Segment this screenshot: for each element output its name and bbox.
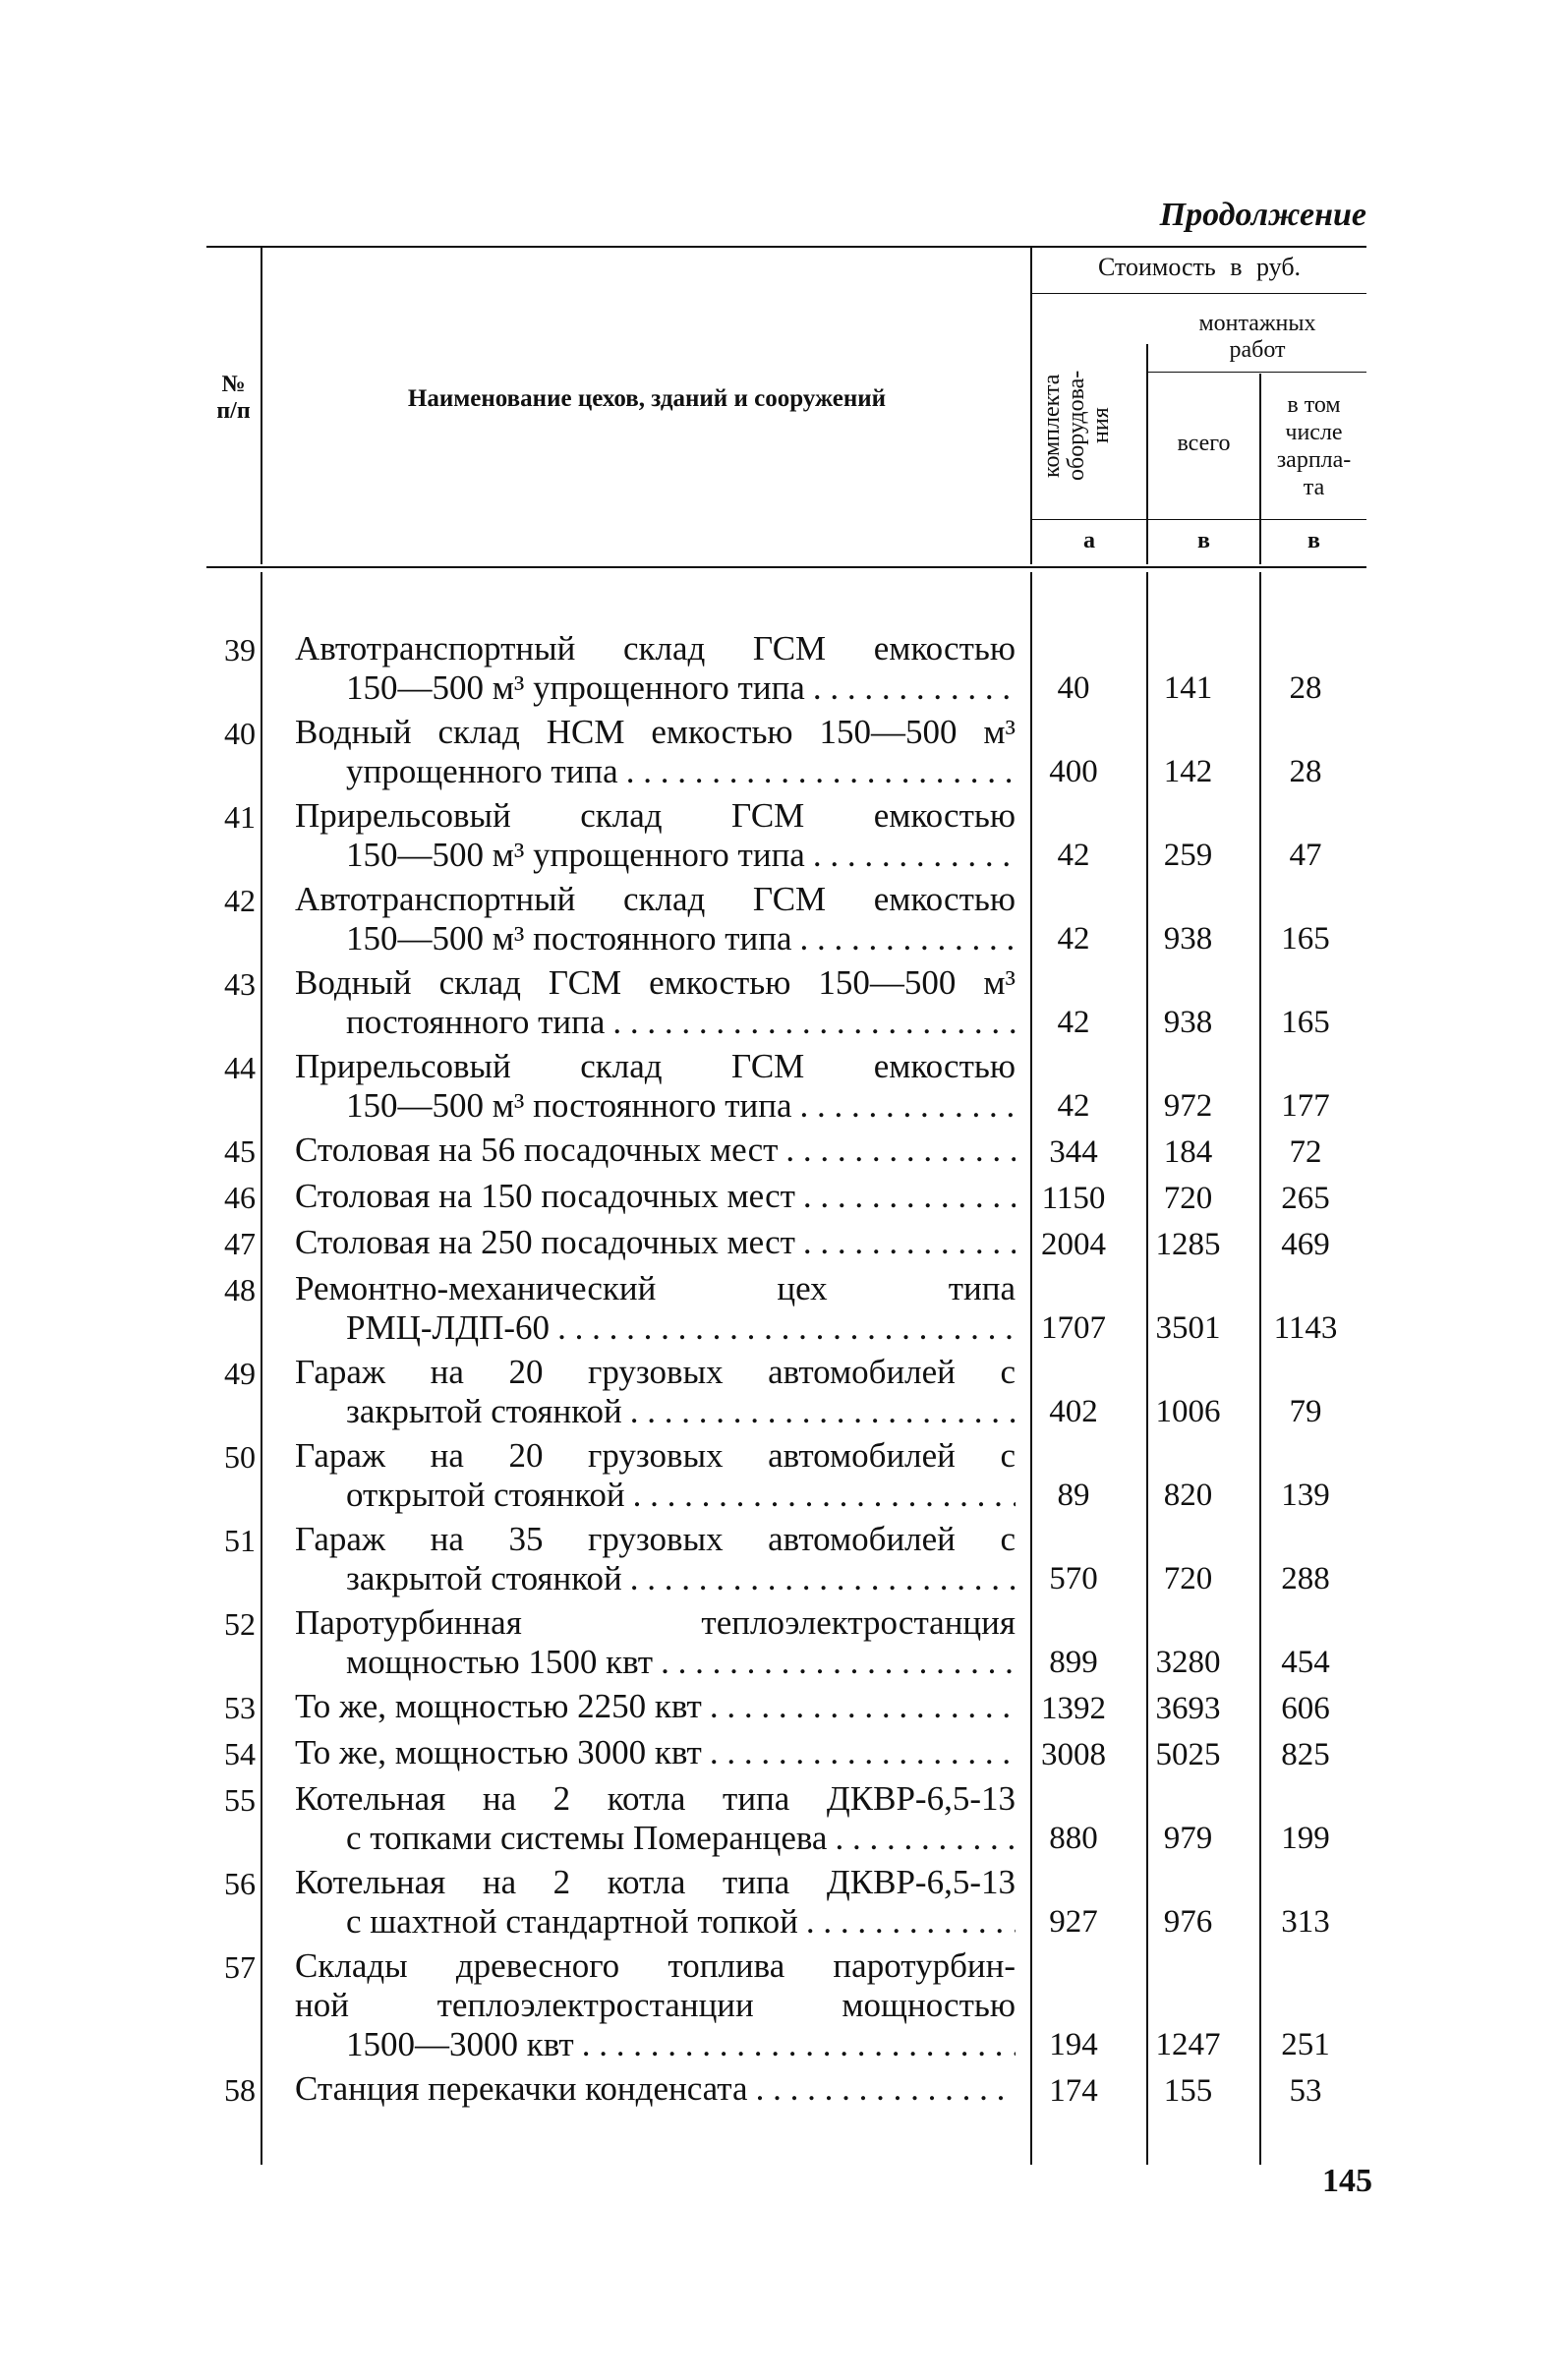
row-name-last-line [295, 1086, 1016, 1126]
value-install-total: 720 [1163, 1561, 1213, 1596]
value-equipment: 899 [1049, 1645, 1098, 1680]
leader-dots [748, 2069, 1016, 2109]
header-bottom-rule [206, 566, 1366, 568]
value-equipment: 3008 [1041, 1737, 1106, 1772]
leader-dots [605, 1003, 1016, 1042]
value-install-wage: 139 [1281, 1478, 1330, 1513]
value-install-total: 1006 [1155, 1394, 1221, 1429]
value-equipment: 89 [1057, 1478, 1090, 1513]
header-sub-a: а [1083, 528, 1095, 553]
row-name-line: Автотранспортный склад ГСМ емкостью [295, 880, 1016, 918]
row-name-text: с шахтной стандартной топкой [346, 1902, 798, 1941]
leader-dots [550, 1308, 1016, 1348]
row-name-line: ной теплоэлектростанции мощностью [295, 1986, 1016, 2024]
leader-dots [778, 1131, 1016, 1170]
row-name [256, 2069, 1016, 2111]
value-install-total: 938 [1163, 1005, 1213, 1040]
row-name-last-line [295, 1177, 1016, 1216]
row-number: 56 [224, 1866, 256, 1901]
leader-dots [653, 1643, 1016, 1682]
leader-dots [702, 1733, 1016, 1772]
row-name [256, 1687, 1016, 1728]
value-install-wage: 53 [1289, 2073, 1322, 2109]
value-equipment: 42 [1057, 838, 1090, 873]
row-name [256, 1863, 1016, 1942]
table-row [206, 1131, 1366, 1172]
value-equipment: 40 [1057, 670, 1090, 706]
row-name-line: Гараж на 20 грузовых автомобилей с [295, 1353, 1016, 1391]
row-name-text: закрытой стоянкой [346, 1392, 622, 1430]
table-row [206, 1779, 1366, 1858]
leader-dots [805, 836, 1016, 875]
value-equipment: 1707 [1041, 1310, 1106, 1346]
value-equipment: 570 [1049, 1561, 1098, 1596]
value-equipment: 2004 [1041, 1227, 1106, 1262]
value-equipment: 927 [1049, 1904, 1098, 1940]
leader-dots [622, 1559, 1016, 1598]
row-name [256, 629, 1016, 708]
row-name-line: Котельная на 2 котла типа ДКВР-6,5-13 [295, 1863, 1016, 1901]
row-name [256, 1603, 1016, 1682]
header-incl-wage: в том числе зарпла- та [1276, 392, 1352, 500]
table-row [206, 2069, 1366, 2111]
row-name-last-line [295, 919, 1016, 958]
row-name [256, 713, 1016, 791]
value-install-total: 259 [1163, 838, 1213, 873]
value-install-wage: 199 [1281, 1821, 1330, 1856]
value-install-total: 938 [1163, 921, 1213, 957]
table-row [206, 1863, 1366, 1942]
value-equipment: 42 [1057, 921, 1090, 957]
value-install-total: 3280 [1155, 1645, 1221, 1680]
row-name-text: мощностью 1500 квт [346, 1643, 654, 1681]
table-row [206, 1733, 1366, 1774]
row-name [256, 1177, 1016, 1218]
row-name-line: Водный склад НСМ емкостью 150—500 м³ [295, 713, 1016, 751]
value-install-wage: 28 [1289, 670, 1322, 706]
table-row [206, 1520, 1366, 1598]
row-name-last-line [295, 1559, 1016, 1598]
row-name-text: Столовая на 250 посадочных мест [295, 1223, 795, 1261]
leader-dots [625, 1476, 1016, 1515]
value-install-wage: 469 [1281, 1227, 1330, 1262]
row-name-line: Гараж на 35 грузовых автомобилей с [295, 1520, 1016, 1558]
value-install-total: 141 [1163, 670, 1213, 706]
row-name-last-line [295, 1902, 1016, 1942]
row-name-line: Водный склад ГСМ емкостью 150—500 м³ [295, 963, 1016, 1002]
row-name [256, 1131, 1016, 1172]
value-install-total: 142 [1163, 754, 1213, 789]
value-install-wage: 47 [1289, 838, 1322, 873]
sublabel-rule [1032, 519, 1366, 520]
header-equipment: комплекта оборудова- ния [1039, 370, 1114, 482]
row-name [256, 796, 1016, 875]
row-name-text: Столовая на 56 посадочных мест [295, 1131, 779, 1169]
row-name-last-line [295, 2025, 1016, 2064]
row-name [256, 1353, 1016, 1431]
row-name-text: Столовая на 150 посадочных мест [295, 1177, 795, 1215]
row-name-text: 150—500 м³ упрощенного типа [346, 668, 805, 707]
header-sub-c: в [1307, 528, 1320, 553]
value-install-wage: 28 [1289, 754, 1322, 789]
row-name-text: упрощенного типа [346, 752, 618, 790]
row-number: 54 [224, 1736, 256, 1771]
row-name-last-line [295, 1643, 1016, 1682]
header-sub-b: в [1197, 528, 1210, 553]
value-install-total: 820 [1163, 1478, 1213, 1513]
row-name-line: Автотранспортный склад ГСМ емкостью [295, 629, 1016, 667]
value-install-total: 976 [1163, 1904, 1213, 1940]
value-equipment: 880 [1049, 1821, 1098, 1856]
row-name-last-line [295, 1308, 1016, 1348]
table-row [206, 629, 1366, 708]
value-install-wage: 454 [1281, 1645, 1330, 1680]
row-name-line: Прирельсовый склад ГСМ емкостью [295, 796, 1016, 835]
row-name [256, 880, 1016, 958]
row-name [256, 1436, 1016, 1515]
row-number: 53 [224, 1690, 256, 1725]
row-name-last-line [295, 752, 1016, 791]
value-install-wage: 177 [1281, 1088, 1330, 1124]
row-name-last-line [295, 1687, 1016, 1726]
value-equipment: 174 [1049, 2073, 1098, 2109]
value-install-total: 720 [1163, 1181, 1213, 1216]
row-number: 41 [224, 799, 256, 835]
row-number: 39 [224, 632, 256, 667]
row-name [256, 1223, 1016, 1264]
row-name-last-line [295, 1223, 1016, 1262]
header-total: всего [1177, 431, 1231, 456]
row-name [256, 1269, 1016, 1348]
table-row [206, 1603, 1366, 1682]
value-install-wage: 79 [1289, 1394, 1322, 1429]
header-num: № п/п [216, 372, 251, 424]
row-name-last-line [295, 836, 1016, 875]
row-name-line: Ремонтно-механический цех типа [295, 1269, 1016, 1307]
value-equipment: 194 [1049, 2027, 1098, 2062]
value-equipment: 344 [1049, 1134, 1098, 1170]
value-install-wage: 606 [1281, 1691, 1330, 1726]
row-name-text: закрытой стоянкой [346, 1559, 622, 1597]
row-name-last-line [295, 1392, 1016, 1431]
table-row [206, 1946, 1366, 2064]
table-row [206, 1269, 1366, 1348]
value-equipment: 42 [1057, 1005, 1090, 1040]
value-install-wage: 825 [1281, 1737, 1330, 1772]
row-number: 40 [224, 716, 256, 751]
leader-dots [792, 919, 1016, 958]
table-row [206, 963, 1366, 1042]
row-name-text: РМЦ-ЛДП-60 [346, 1308, 551, 1347]
header-vline-1 [261, 248, 262, 564]
value-install-total: 5025 [1155, 1737, 1221, 1772]
leader-dots [827, 1819, 1016, 1858]
value-equipment: 400 [1049, 754, 1098, 789]
row-name-last-line [295, 1476, 1016, 1515]
value-install-total: 184 [1163, 1134, 1213, 1170]
row-name-text: 150—500 м³ постоянного типа [346, 1086, 792, 1125]
row-number: 43 [224, 966, 256, 1002]
install-rule [1148, 372, 1366, 373]
row-name [256, 1733, 1016, 1774]
value-install-total: 155 [1163, 2073, 1213, 2109]
leader-dots [798, 1902, 1016, 1942]
row-number: 58 [224, 2072, 256, 2108]
leader-dots [795, 1223, 1016, 1262]
value-equipment: 402 [1049, 1394, 1098, 1429]
header-cost: Стоимость в руб. [1097, 253, 1302, 281]
row-number: 52 [224, 1606, 256, 1642]
row-name-text: То же, мощностью 3000 квт [295, 1733, 702, 1771]
row-number: 55 [224, 1782, 256, 1818]
value-install-total: 3501 [1155, 1310, 1221, 1346]
leader-dots [574, 2025, 1016, 2064]
row-name-line: Котельная на 2 котла типа ДКВР-6,5-13 [295, 1779, 1016, 1818]
value-install-wage: 251 [1281, 2027, 1330, 2062]
continuation-label: Продолжение [1159, 197, 1366, 233]
table-row [206, 1177, 1366, 1218]
value-install-wage: 72 [1289, 1134, 1322, 1170]
row-name [256, 1520, 1016, 1598]
value-install-wage: 165 [1281, 1005, 1330, 1040]
row-name-text: 1500—3000 квт [346, 2025, 574, 2063]
value-install-wage: 265 [1281, 1181, 1330, 1216]
row-name-line: Склады древесного топлива паротурбин- [295, 1946, 1016, 1985]
row-name-last-line [295, 1819, 1016, 1858]
leader-dots [792, 1086, 1016, 1126]
leader-dots [702, 1687, 1016, 1726]
row-number: 48 [224, 1272, 256, 1307]
row-name-line: Паротурбинная теплоэлектростанция [295, 1603, 1016, 1642]
row-number: 51 [224, 1523, 256, 1558]
row-name-line: Прирельсовый склад ГСМ емкостью [295, 1047, 1016, 1085]
row-name-text: 150—500 м³ упрощенного типа [346, 836, 805, 874]
leader-dots [795, 1177, 1016, 1216]
row-name-text: с топками системы Померанцева [346, 1819, 828, 1857]
table-body [206, 629, 1366, 2116]
row-number: 47 [224, 1226, 256, 1261]
value-install-total: 1285 [1155, 1227, 1221, 1262]
table-row [206, 1436, 1366, 1515]
value-install-wage: 288 [1281, 1561, 1330, 1596]
value-install-total: 972 [1163, 1088, 1213, 1124]
row-name-last-line [295, 1003, 1016, 1042]
value-install-wage: 165 [1281, 921, 1330, 957]
value-equipment: 1392 [1041, 1691, 1106, 1726]
row-name-text: 150—500 м³ постоянного типа [346, 919, 792, 957]
value-equipment: 1150 [1041, 1181, 1106, 1216]
row-number: 42 [224, 883, 256, 918]
row-name-last-line [295, 1131, 1016, 1170]
value-install-total: 3693 [1155, 1691, 1221, 1726]
header-install: монтажных работ [1198, 311, 1316, 363]
row-name-last-line [295, 1733, 1016, 1772]
row-name-text: Станция перекачки конденсата [295, 2069, 748, 2108]
row-name-last-line [295, 2069, 1016, 2109]
table-row [206, 1223, 1366, 1264]
cost-rule [1032, 293, 1366, 294]
value-install-wage: 1143 [1273, 1310, 1338, 1346]
row-name-line: Гараж на 20 грузовых автомобилей с [295, 1436, 1016, 1475]
row-number: 49 [224, 1356, 256, 1391]
value-equipment: 42 [1057, 1088, 1090, 1124]
row-name [256, 1047, 1016, 1126]
row-name [256, 1779, 1016, 1858]
row-name-text: постоянного типа [346, 1003, 606, 1041]
leader-dots [622, 1392, 1016, 1431]
table-row [206, 713, 1366, 791]
page-number: 145 [1322, 2163, 1372, 2199]
table-row [206, 1687, 1366, 1728]
header-name: Наименование цехов, зданий и сооружений [407, 385, 887, 412]
row-name [256, 963, 1016, 1042]
row-number: 57 [224, 1949, 256, 1985]
row-name-last-line [295, 668, 1016, 708]
header-vline-2 [1030, 248, 1032, 564]
row-name-text: открытой стоянкой [346, 1476, 625, 1514]
row-number: 44 [224, 1050, 256, 1085]
row-name [256, 1946, 1016, 2064]
table-row [206, 880, 1366, 958]
table-row [206, 796, 1366, 875]
table-row [206, 1353, 1366, 1431]
row-number: 45 [224, 1133, 256, 1169]
leader-dots [805, 668, 1016, 708]
row-name-text: То же, мощностью 2250 квт [295, 1687, 702, 1725]
leader-dots [618, 752, 1016, 791]
value-install-total: 979 [1163, 1821, 1213, 1856]
table-row [206, 1047, 1366, 1126]
value-install-total: 1247 [1155, 2027, 1221, 2062]
header-top-rule [206, 246, 1366, 248]
row-number: 50 [224, 1439, 256, 1475]
value-install-wage: 313 [1281, 1904, 1330, 1940]
row-number: 46 [224, 1180, 256, 1215]
